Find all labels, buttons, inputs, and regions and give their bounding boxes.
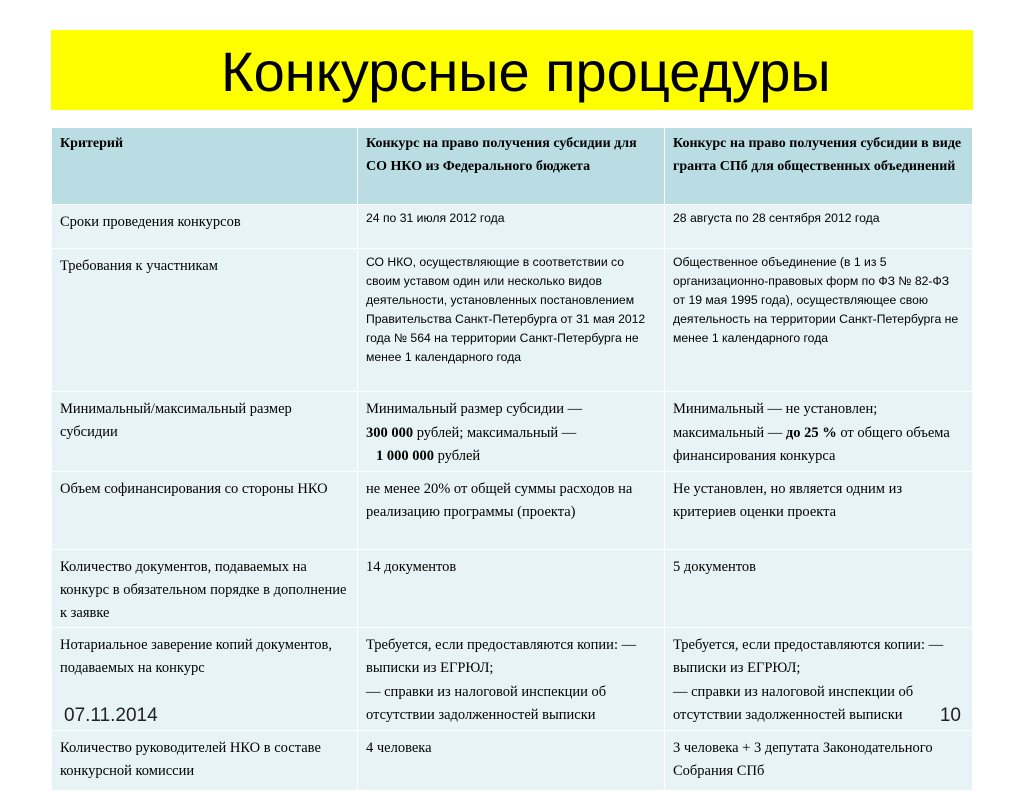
table-row	[52, 249, 973, 392]
row-spb	[665, 627, 973, 730]
spb-notary-text: Требуется, если предоставляются копии: — выписки из ЕГРЮЛ;	[673, 636, 944, 676]
row-criterion: Количество документов, подаваемых на конкурс в обязательном порядке в дополнение к заявке	[52, 549, 358, 627]
table-row	[52, 730, 973, 790]
row-spb: Общественное объединение (в 1 из 5 организационно-правовых форм по ФЗ № 82-ФЗ от 19 мая 1995 года), осуществляющее свою деятельность на территории Санкт-Петербурга не менее 1 календарного года	[665, 249, 973, 392]
row-criterion: Нотариальное заверение копий документов, подаваемых на конкурс	[52, 627, 358, 730]
slide-title: Конкурсные процедуры	[221, 40, 831, 103]
federal-min-amount: 300 000	[366, 424, 414, 441]
federal-size-text-3: рублей	[434, 448, 481, 464]
spb-size-text: Минимальный — не установлен; максимальный —	[673, 401, 878, 441]
header-spb: Конкурс на право получения субсидии в виде гранта СПб для общественных объединений	[665, 128, 973, 205]
federal-size-text: Минимальный размер субсидии —	[366, 401, 583, 417]
row-spb: 3 человека + 3 депутата Законодательного Собрания СПб	[665, 730, 973, 790]
spb-size-text-2: от общего объема финансирования конкурса	[673, 424, 950, 464]
row-spb	[665, 392, 973, 472]
row-criterion: Количество руководителей НКО в составе конкурсной комиссии	[52, 730, 358, 790]
table-row	[52, 627, 973, 730]
row-federal: не менее 20% от общей суммы расходов на реализацию программы (проекта)	[358, 471, 665, 549]
row-federal: 24 по 31 июля 2012 года	[358, 205, 665, 249]
row-federal: 4 человека	[358, 730, 665, 790]
footer-page-number: 10	[939, 705, 961, 726]
row-federal: СО НКО, осуществляющие в соответствии со своим уставом один или несколько видов деятельности, установленных постановлением Правительства Санкт-Петербурга от 31 мая 2012 года № 564 на территории Санкт-Петербурга не менее 1 календарного года	[358, 249, 665, 392]
row-spb: 28 августа по 28 сентября 2012 года	[665, 205, 973, 249]
row-criterion: Объем софинансирования со стороны НКО	[52, 471, 358, 549]
row-federal	[358, 392, 665, 472]
comparison-table	[51, 127, 973, 791]
federal-notary-text-2: — справки из налоговой инспекции об отсутствии задолженностей выписки	[366, 683, 607, 723]
title-bar	[51, 30, 973, 110]
footer-date: 07.11.2014	[64, 705, 158, 726]
row-criterion: Сроки проведения конкурсов	[52, 205, 358, 249]
spb-notary-text-2: — справки из налоговой инспекции об отсутствии задолженностей выписки	[673, 683, 914, 723]
header-criterion: Критерий	[52, 128, 358, 205]
row-federal: 14 документов	[358, 549, 665, 627]
table-header-row	[52, 128, 973, 205]
federal-size-text-2: рублей; максимальный —	[413, 424, 577, 441]
federal-max-amount: 1 000 000	[376, 448, 434, 464]
table-row	[52, 392, 973, 472]
row-spb: 5 документов	[665, 549, 973, 627]
row-criterion: Минимальный/максимальный размер субсидии	[52, 392, 358, 472]
spb-max-share: до 25 %	[785, 424, 837, 441]
table-row	[52, 205, 973, 249]
table-row	[52, 471, 973, 549]
row-criterion: Требования к участникам	[52, 249, 358, 392]
federal-notary-text: Требуется, если предоставляются копии: — выписки из ЕГРЮЛ;	[366, 636, 637, 676]
header-federal: Конкурс на право получения субсидии для СО НКО из Федерального бюджета	[358, 128, 665, 205]
row-spb: Не установлен, но является одним из критериев оценки проекта	[665, 471, 973, 549]
table-row	[52, 549, 973, 627]
row-federal	[358, 627, 665, 730]
